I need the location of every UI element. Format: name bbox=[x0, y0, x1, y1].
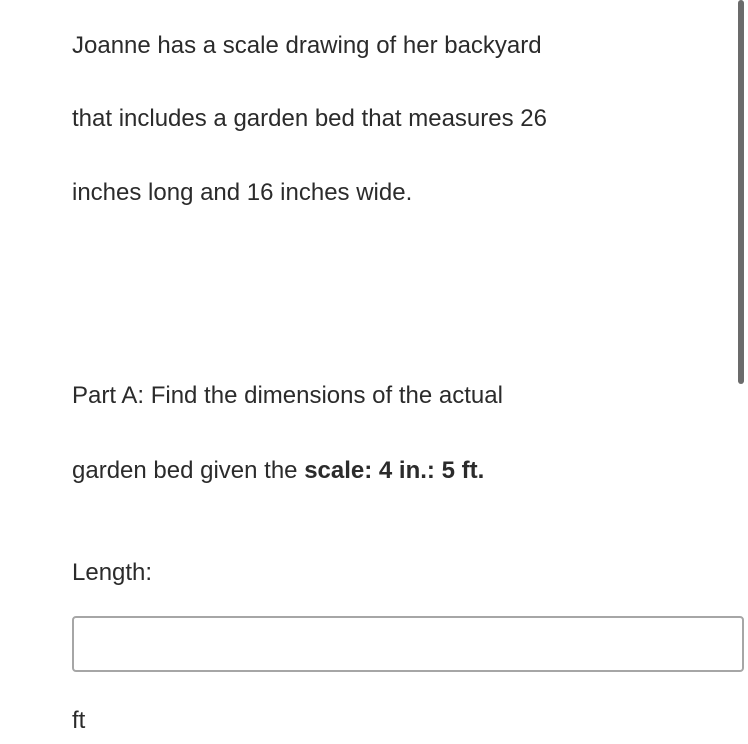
length-input[interactable] bbox=[72, 616, 744, 672]
intro-line-1: Joanne has a scale drawing of her backyard bbox=[72, 32, 542, 59]
part-a-line-1: Part A: Find the dimensions of the actual bbox=[72, 382, 503, 409]
intro-line-3: inches long and 16 inches wide. bbox=[72, 179, 413, 206]
length-label: Length: bbox=[72, 559, 153, 586]
length-unit: ft bbox=[72, 707, 86, 734]
intro-line-2: that includes a garden bed that measures 26 bbox=[72, 105, 547, 132]
part-a-line-2-text: garden bed given the bbox=[72, 457, 305, 484]
scale-text: scale: 4 in.: 5 ft. bbox=[304, 457, 485, 484]
scrollbar[interactable] bbox=[734, 0, 748, 744]
part-a-line-2 bbox=[72, 456, 484, 486]
scrollbar-thumb[interactable] bbox=[738, 0, 744, 384]
